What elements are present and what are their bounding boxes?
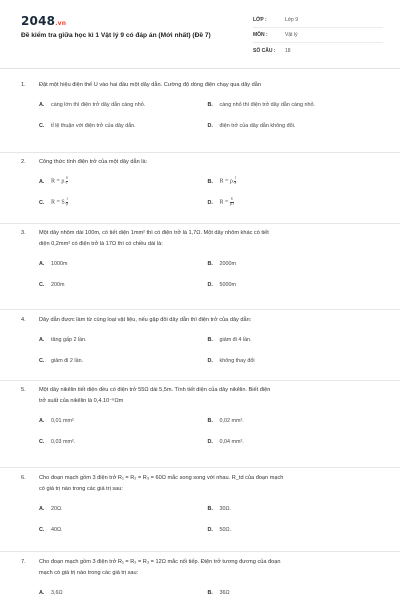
- question-line: Đặt một hiệu điện thế U vào hai đầu một dây dẫn. Cường độ dòng điện chạy qua dây dẫn: [39, 82, 261, 88]
- option-d[interactable]: [208, 431, 377, 452]
- question-number: 6.: [21, 475, 26, 481]
- option-letter: C.: [39, 526, 45, 533]
- question-number: 1.: [21, 82, 26, 88]
- option-d[interactable]: [208, 519, 377, 540]
- option-c[interactable]: [39, 115, 208, 136]
- option-text: 40Ω.: [51, 526, 63, 533]
- option-text: 5000m: [219, 281, 236, 288]
- options: [21, 329, 376, 371]
- options: [21, 410, 376, 452]
- fraction: [66, 177, 68, 186]
- option-b[interactable]: [208, 329, 377, 350]
- option-text: điện trở của dây dẫn không đổi.: [219, 122, 296, 129]
- option-text: tỉ lệ thuận với điện trở của dây dẫn.: [51, 122, 136, 129]
- question-number: 5.: [21, 387, 26, 393]
- option-b[interactable]: [208, 171, 377, 192]
- question-text: [21, 473, 376, 495]
- option-text: 20Ω.: [51, 505, 63, 512]
- question-line: mạch có giá trị nào trong các giá trị sau:: [39, 570, 139, 576]
- fraction-numerator: l: [66, 197, 68, 202]
- option-a[interactable]: [39, 329, 208, 350]
- option-letter: B.: [207, 260, 213, 267]
- option-d[interactable]: [208, 274, 377, 295]
- option-letter: A.: [39, 260, 45, 267]
- meta-label: LỚP :: [253, 17, 267, 23]
- option-letter: B.: [207, 589, 213, 596]
- option-letter: C.: [39, 199, 45, 206]
- meta-value: 18: [285, 47, 291, 54]
- question-text: [21, 385, 376, 407]
- formula: [220, 198, 234, 207]
- question-6: [0, 468, 400, 552]
- question-line: Dây dẫn được làm từ cùng loại vật liệu, nếu gập đôi dây dẫn thì điện trở của dây dẫn:: [39, 317, 252, 323]
- option-letter: C.: [39, 281, 45, 288]
- option-letter: A.: [39, 336, 45, 343]
- option-text: tăng gấp 2 lần.: [51, 336, 87, 343]
- option-letter: D.: [207, 357, 213, 364]
- option-b[interactable]: [208, 582, 377, 600]
- question-number: 2.: [21, 159, 26, 165]
- header-divider: [0, 68, 400, 69]
- option-letter: C.: [39, 438, 45, 445]
- option-letter: B.: [207, 101, 213, 108]
- option-letter: B.: [207, 417, 213, 424]
- meta-value: Lớp 9: [285, 17, 299, 23]
- option-letter: D.: [207, 122, 213, 129]
- options: [21, 171, 376, 213]
- option-text: 0,03 mm².: [51, 438, 76, 445]
- option-d[interactable]: [208, 350, 377, 371]
- question-line: Cho đoạn mạch gồm 3 điện trở R₁ = R₂ = R₃ = 60Ω mắc song song với nhau. R_td của đoạn mạch: [39, 475, 284, 481]
- question-1: [0, 80, 400, 153]
- option-c[interactable]: [39, 274, 208, 295]
- question-line: Cho đoạn mạch gồm 3 điện trở R₁ = R₂ = R₃ = 12Ω mắc nối tiếp. Điện trở tương đương của đoạn: [39, 559, 281, 565]
- option-c[interactable]: [39, 192, 208, 213]
- question-2: [0, 153, 400, 224]
- option-b[interactable]: [208, 94, 377, 115]
- fraction-numerator: l: [234, 176, 236, 181]
- meta-value: Vật lý: [285, 32, 298, 38]
- site-logo[interactable]: [21, 14, 66, 28]
- options: [21, 582, 376, 600]
- meta-row-count: [253, 43, 383, 58]
- question-text: [21, 228, 376, 250]
- question-5: [0, 381, 400, 468]
- question-number: 3.: [21, 230, 26, 236]
- fraction: [234, 177, 236, 186]
- question-line: Một dây nhôm dài 100m, có tiết diện 1mm² thì có điện trở là 1,7Ω. Một dây nhôm khác có tiết: [39, 230, 269, 236]
- option-letter: C.: [39, 122, 45, 129]
- option-a[interactable]: [39, 582, 208, 600]
- fraction-denominator: l: [66, 181, 68, 185]
- formula-prefix: R = S.: [51, 199, 67, 206]
- options: [21, 498, 376, 540]
- option-b[interactable]: [208, 253, 377, 274]
- question-number: 7.: [21, 559, 26, 565]
- question-number: 4.: [21, 317, 26, 323]
- option-text: 3,6Ω: [51, 589, 63, 596]
- question-text: [21, 315, 376, 326]
- option-text: 30Ω.: [219, 505, 232, 512]
- option-letter: A.: [39, 417, 45, 424]
- option-text: 36Ω: [219, 589, 230, 596]
- question-text: [21, 80, 376, 91]
- option-b[interactable]: [208, 498, 377, 519]
- option-c[interactable]: [39, 431, 208, 452]
- options: [21, 94, 376, 136]
- formula-prefix: R = ρ.: [51, 178, 66, 185]
- option-letter: A.: [39, 178, 45, 185]
- options: [21, 253, 376, 295]
- option-text: giảm đi 4 lần.: [219, 336, 252, 343]
- option-text: không thay đổi: [219, 357, 255, 364]
- fraction-numerator: S: [65, 176, 68, 181]
- option-letter: B.: [207, 336, 213, 343]
- question-3: [0, 224, 400, 310]
- option-a[interactable]: [39, 94, 208, 115]
- question-line: Công thức tính điện trở của một dây dẫn là:: [39, 159, 148, 165]
- option-letter: D.: [207, 281, 213, 288]
- option-letter: A.: [39, 101, 45, 108]
- option-text: 0,02 mm².: [219, 417, 244, 424]
- option-b[interactable]: [208, 410, 377, 431]
- document-title: Đề kiểm tra giữa học kì 1 Vật lý 9 có đáp án (Mới nhất) (Đề 7): [21, 32, 211, 39]
- question-text: [21, 157, 376, 168]
- option-a[interactable]: [39, 410, 208, 431]
- fraction-denominator: ρ.l: [229, 202, 234, 206]
- option-text: 0,04 mm².: [219, 438, 244, 445]
- meta-row-class: [253, 13, 383, 28]
- option-a[interactable]: [39, 253, 208, 274]
- formula-prefix: R = ρ.: [219, 178, 235, 185]
- meta-table: [253, 13, 383, 58]
- option-letter: B.: [207, 178, 213, 185]
- option-text: giảm đi 2 lần.: [51, 357, 84, 364]
- fraction-denominator: ρ: [66, 202, 69, 206]
- fraction: [230, 198, 234, 207]
- option-text: càng nhỏ thì điện trở dây dẫn càng nhỏ.: [219, 101, 316, 108]
- question-line: có giá trị nào trong các giá trị sau:: [39, 486, 123, 492]
- option-letter: C.: [39, 357, 45, 364]
- option-d[interactable]: [208, 115, 377, 136]
- question-line: Một dây nikêlin tiết diện đều có điện trở 55Ω dài 5,5m. Tính tiết diện của dây nikêlin. Biết điện: [39, 387, 271, 393]
- formula-prefix: R =: [219, 199, 230, 206]
- question-text: [21, 557, 376, 579]
- fraction-denominator: S: [234, 181, 237, 185]
- option-letter: D.: [207, 438, 213, 445]
- option-letter: B.: [207, 505, 213, 512]
- option-letter: D.: [207, 199, 213, 206]
- option-d[interactable]: [208, 192, 377, 213]
- question-7: [0, 552, 400, 600]
- option-c[interactable]: [39, 350, 208, 371]
- option-text: 1000m: [51, 260, 68, 267]
- fraction-numerator: S: [230, 197, 233, 202]
- question-list: [0, 80, 400, 600]
- question-4: [0, 310, 400, 381]
- option-a[interactable]: [39, 171, 208, 192]
- option-a[interactable]: [39, 498, 208, 519]
- option-text: 2000m: [219, 260, 236, 267]
- formula: [51, 198, 68, 207]
- option-text: 200m: [51, 281, 65, 288]
- fraction: [66, 198, 68, 207]
- option-letter: A.: [39, 589, 45, 596]
- meta-label: MÔN :: [253, 32, 268, 38]
- logo-tld: .vn: [55, 20, 67, 27]
- formula: [220, 177, 237, 186]
- option-c[interactable]: [39, 519, 208, 540]
- meta-label: SỐ CÂU :: [253, 47, 276, 54]
- page-header: [0, 0, 400, 66]
- option-text: 50Ω.: [219, 526, 232, 533]
- option-letter: D.: [207, 526, 213, 533]
- option-text: càng lớn thì điện trở dây dẫn càng nhỏ.: [51, 101, 146, 108]
- question-line: diện 0,2mm² có điện trở là 17Ω thì có chiều dài là:: [39, 241, 163, 247]
- question-line: trở suất của nikêlin là 0,4.10⁻⁶Ωm: [39, 398, 124, 404]
- meta-row-subject: [253, 28, 383, 43]
- option-text: 0,01 mm²: [51, 417, 74, 424]
- logo-text: 2048: [21, 14, 56, 28]
- formula: [51, 177, 68, 186]
- option-letter: A.: [39, 505, 45, 512]
